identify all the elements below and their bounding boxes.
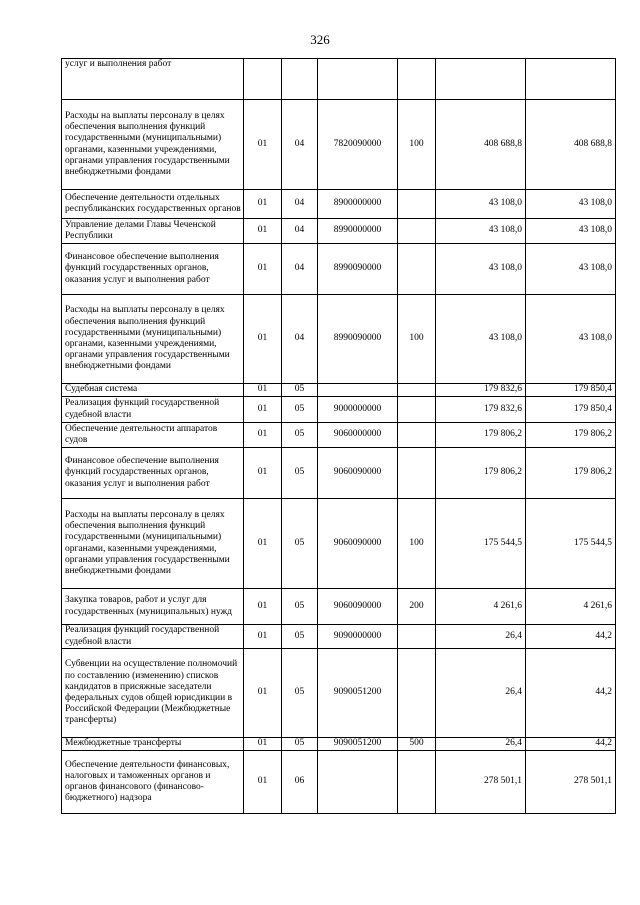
cell-section: 01 <box>244 751 282 814</box>
cell-expense-type: 100 <box>398 100 436 190</box>
cell-section: 01 <box>244 397 282 423</box>
cell-section: 01 <box>244 499 282 589</box>
cell-target-article: 9060090000 <box>318 589 398 625</box>
cell-target-article: 9060000000 <box>318 423 398 448</box>
cell-subsection: 04 <box>282 244 318 295</box>
cell-name: Управление делами Главы Чеченской Республики <box>62 219 244 244</box>
table-row <box>62 190 616 219</box>
cell-subsection: 04 <box>282 190 318 219</box>
cell-amount-2: 43 108,0 <box>526 295 616 384</box>
cell-section: 01 <box>244 448 282 499</box>
cell-name: Обеспечение деятельности аппаратов судов <box>62 423 244 448</box>
cell-amount-2: 43 108,0 <box>526 190 616 219</box>
cell-expense-type <box>398 625 436 649</box>
cell-amount-1: 26,4 <box>436 625 526 649</box>
cell-amount-2: 278 501,1 <box>526 751 616 814</box>
cell-amount-1: 26,4 <box>436 649 526 738</box>
cell-name: Расходы на выплаты персоналу в целях обеспечения выполнения функций государственными (муниципальными) органами, казенными учреждениями, органами управления государственными внебюджетными фондами <box>62 100 244 190</box>
budget-table <box>61 58 616 814</box>
table-row <box>62 499 616 589</box>
cell-amount-1: 4 261,6 <box>436 589 526 625</box>
cell-subsection: 05 <box>282 499 318 589</box>
cell-amount-1: 43 108,0 <box>436 295 526 384</box>
cell-section: 01 <box>244 423 282 448</box>
cell-target-article: 8990090000 <box>318 244 398 295</box>
cell-target-article: 8990090000 <box>318 295 398 384</box>
cell-amount-1: 43 108,0 <box>436 219 526 244</box>
cell-amount-2: 4 261,6 <box>526 589 616 625</box>
cell-expense-type <box>398 244 436 295</box>
cell-expense-type: 100 <box>398 499 436 589</box>
table-row <box>62 448 616 499</box>
table-row <box>62 738 616 751</box>
table-row <box>62 649 616 738</box>
cell-amount-2: 179 806,2 <box>526 448 616 499</box>
cell-subsection: 05 <box>282 448 318 499</box>
cell-subsection: 05 <box>282 589 318 625</box>
cell-subsection: 05 <box>282 649 318 738</box>
cell-name: Финансовое обеспечение выполнения функций государственных органов, оказания услуг и выполнения работ <box>62 244 244 295</box>
cell-amount-2: 408 688,8 <box>526 100 616 190</box>
cell-target-article <box>318 751 398 814</box>
cell-name: Расходы на выплаты персоналу в целях обеспечения выполнения функций государственными (муниципальными) органами, казенными учреждениями, органами управления государственными внебюджетными фондами <box>62 295 244 384</box>
cell-name: Закупка товаров, работ и услуг для государственных (муниципальных) нужд <box>62 589 244 625</box>
cell-subsection: 06 <box>282 751 318 814</box>
cell-section: 01 <box>244 244 282 295</box>
cell-section: 01 <box>244 219 282 244</box>
cell-amount-2: 43 108,0 <box>526 244 616 295</box>
cell-subsection: 05 <box>282 397 318 423</box>
cell-amount-1: 43 108,0 <box>436 190 526 219</box>
cell-subsection: 04 <box>282 100 318 190</box>
cell-amount-2: 43 108,0 <box>526 219 616 244</box>
cell-target-article: 7820090000 <box>318 100 398 190</box>
cell-expense-type <box>398 59 436 100</box>
cell-section <box>244 59 282 100</box>
cell-target-article: 9090051200 <box>318 649 398 738</box>
cell-amount-1: 408 688,8 <box>436 100 526 190</box>
cell-expense-type <box>398 219 436 244</box>
cell-name: услуг и выполнения работ <box>62 59 244 100</box>
cell-name: Субвенции на осуществление полномочий по составлению (изменению) списков кандидатов в присяжные заседатели федеральных судов общей юрисдикции в Российской Федерации (Межбюджетные трансферты) <box>62 649 244 738</box>
cell-amount-1: 278 501,1 <box>436 751 526 814</box>
cell-subsection: 04 <box>282 295 318 384</box>
cell-name: Реализация функций государственной судебной власти <box>62 397 244 423</box>
cell-section: 01 <box>244 384 282 397</box>
cell-section: 01 <box>244 649 282 738</box>
cell-amount-2 <box>526 59 616 100</box>
cell-amount-1: 179 832,6 <box>436 397 526 423</box>
cell-section: 01 <box>244 589 282 625</box>
cell-section: 01 <box>244 738 282 751</box>
cell-subsection: 05 <box>282 423 318 448</box>
cell-amount-2: 175 544,5 <box>526 499 616 589</box>
cell-expense-type: 100 <box>398 295 436 384</box>
cell-target-article: 9060090000 <box>318 448 398 499</box>
cell-target-article: 8990000000 <box>318 219 398 244</box>
cell-subsection <box>282 59 318 100</box>
cell-name: Финансовое обеспечение выполнения функций государственных органов, оказания услуг и выполнения работ <box>62 448 244 499</box>
table-row <box>62 59 616 100</box>
cell-name: Межбюджетные трансферты <box>62 738 244 751</box>
cell-section: 01 <box>244 100 282 190</box>
table-row <box>62 219 616 244</box>
cell-target-article: 9090051200 <box>318 738 398 751</box>
cell-target-article <box>318 59 398 100</box>
page-number: 326 <box>310 32 330 47</box>
cell-expense-type <box>398 649 436 738</box>
cell-section: 01 <box>244 295 282 384</box>
cell-subsection: 05 <box>282 625 318 649</box>
table-row <box>62 423 616 448</box>
cell-target-article: 9000000000 <box>318 397 398 423</box>
table-row <box>62 384 616 397</box>
cell-amount-1: 179 806,2 <box>436 423 526 448</box>
cell-target-article <box>318 384 398 397</box>
cell-expense-type <box>398 384 436 397</box>
cell-amount-2: 179 850,4 <box>526 384 616 397</box>
cell-section: 01 <box>244 190 282 219</box>
table-row <box>62 295 616 384</box>
table-row <box>62 397 616 423</box>
cell-subsection: 04 <box>282 219 318 244</box>
table-row <box>62 751 616 814</box>
table-row <box>62 625 616 649</box>
cell-target-article: 8900000000 <box>318 190 398 219</box>
cell-amount-2: 44,2 <box>526 738 616 751</box>
cell-name: Расходы на выплаты персоналу в целях обеспечения выполнения функций государственными (муниципальными) органами, казенными учреждениями, органами управления государственными внебюджетными фондами <box>62 499 244 589</box>
cell-target-article: 9060090000 <box>318 499 398 589</box>
cell-amount-2: 179 850,4 <box>526 397 616 423</box>
cell-subsection: 05 <box>282 384 318 397</box>
cell-name: Реализация функций государственной судебной власти <box>62 625 244 649</box>
cell-expense-type <box>398 448 436 499</box>
cell-subsection: 05 <box>282 738 318 751</box>
cell-amount-1: 26,4 <box>436 738 526 751</box>
cell-amount-1: 175 544,5 <box>436 499 526 589</box>
cell-amount-1: 43 108,0 <box>436 244 526 295</box>
cell-amount-2: 44,2 <box>526 625 616 649</box>
cell-amount-1: 179 806,2 <box>436 448 526 499</box>
table-row <box>62 244 616 295</box>
cell-name: Обеспечение деятельности отдельных республиканских государственных органов <box>62 190 244 219</box>
table-row <box>62 589 616 625</box>
cell-amount-1 <box>436 59 526 100</box>
cell-expense-type <box>398 751 436 814</box>
cell-target-article: 9090000000 <box>318 625 398 649</box>
cell-section: 01 <box>244 625 282 649</box>
cell-amount-1: 179 832,6 <box>436 384 526 397</box>
cell-name: Судебная система <box>62 384 244 397</box>
cell-expense-type: 500 <box>398 738 436 751</box>
cell-expense-type <box>398 423 436 448</box>
cell-expense-type: 200 <box>398 589 436 625</box>
cell-amount-2: 179 806,2 <box>526 423 616 448</box>
table-row <box>62 100 616 190</box>
cell-amount-2: 44,2 <box>526 649 616 738</box>
cell-expense-type <box>398 397 436 423</box>
cell-expense-type <box>398 190 436 219</box>
cell-name: Обеспечение деятельности финансовых, налоговых и таможенных органов и органов финансового (финансово-бюджетного) надзора <box>62 751 244 814</box>
